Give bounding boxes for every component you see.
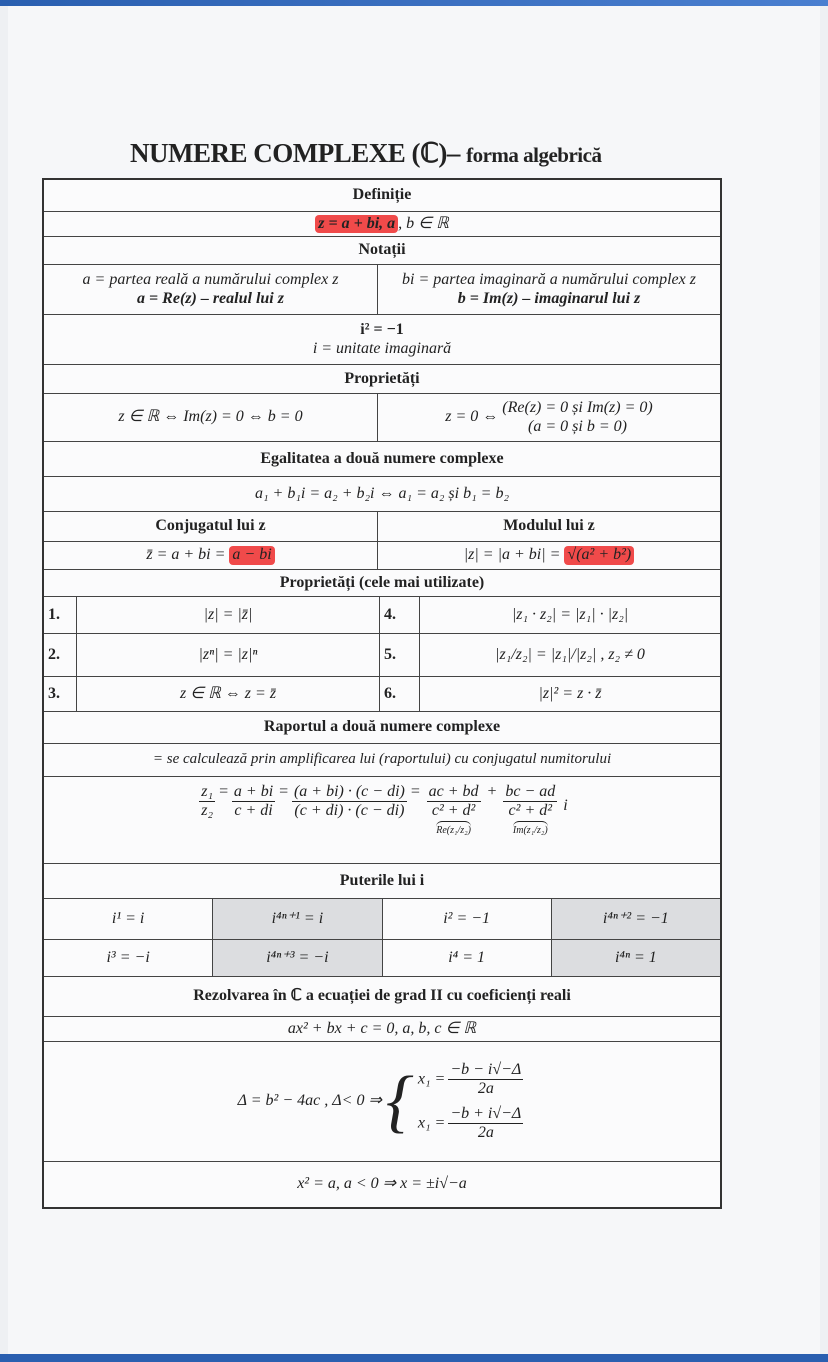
fraction [232,783,275,821]
denominator: 2a [477,1080,494,1098]
numerator: (a + bi) · (c − di) [292,783,407,802]
egalitate-formula: a₁ + b₁i = a₂ + b₂i ⇔ a₁ = a₂ și b₁ = b₂ [254,484,510,502]
highlight: a − bi [229,546,274,564]
modul-header: Modulul lui z [503,517,595,535]
item-number: 6. [380,677,420,711]
numerator: a + bi [232,783,275,802]
item-number: 4. [380,597,420,633]
title-main: NUMERE COMPLEXE (ℂ)– [130,138,460,168]
raport-header: Raportul a două numere complexe [263,718,501,736]
numerator: bc − ad [503,783,557,802]
prop-formula: |zⁿ| = |z|ⁿ [77,634,380,676]
formula-table [42,178,722,1209]
item-number: 5. [380,634,420,676]
denominator: (c + di) · (c − di) [294,802,405,820]
text: i = unitate imaginară [312,339,452,357]
prop-formula: |z|² = z · z̄ [538,684,602,702]
delta: Δ = b² − 4ac , Δ< 0 ⇒ [237,1092,382,1110]
item-number: 1. [44,597,77,633]
denominator: c² + d² [431,802,476,820]
text: i [563,797,568,814]
item-number: 2. [44,634,77,676]
numerator: −b + i√−Δ [448,1105,523,1124]
text: z = 0 ⇔ [445,408,499,426]
prop-util-header: Proprietăți (cele mai utilizate) [279,573,485,591]
conjugat-header: Conjugatul lui z [44,512,378,541]
ecuatie-last: x² = a, a < 0 ⇒ x = ±i√−a [297,1175,467,1193]
text: z̄ = a + bi = [146,546,226,564]
power-cell: i⁴ⁿ⁺¹ = i [213,899,382,939]
power-cell: i¹ = i [44,899,213,939]
item-number: 3. [44,677,77,711]
text: x₁ = [417,1114,446,1132]
formula-rest: , b ∈ ℝ [398,214,449,232]
denominator: z₂ [201,802,214,820]
numerator: ac + bd [427,783,481,802]
proprietati-header: Proprietăți [344,369,420,387]
notatii-header: Notații [358,241,406,259]
text: Puterile lui i [339,871,425,889]
real-part [424,783,484,836]
label: Im(z₁/z₂) [513,821,548,837]
ecuatie-header: Rezolvarea în ℂ a ecuației de grad II cu coeficienți reali [193,987,571,1005]
power-cell: i³ = −i [44,940,213,976]
power-cell: i⁴ = 1 [383,940,552,976]
highlight: z = a + bi, a [315,215,398,233]
bottom-edge [0,1354,828,1362]
ecuatie-solution [44,1042,720,1161]
text: i² = −1 [360,321,404,339]
puteri-header [44,864,720,898]
text: b = Im(z) – imaginarul lui z [457,289,641,307]
text: (Re(z) = 0 și Im(z) = 0) [502,399,653,417]
fraction [292,783,407,821]
numerator: z₁ [199,783,215,802]
text: (a = 0 și b = 0) [528,417,627,435]
numerator: −b − i√−Δ [448,1061,523,1080]
prop-left: z ∈ ℝ ⇔ Im(z) = 0 ⇔ b = 0 [44,394,378,441]
definitie-header: Definiție [352,186,412,204]
prop-formula: z ∈ ℝ ⇔ z = z̄ [77,677,380,711]
prop-formula: |z₁ · z₂| = |z₁| · |z₂| [511,605,629,623]
text: x₁ = [417,1070,446,1088]
denominator: c + di [234,802,273,820]
definitie-formula [44,212,720,236]
fraction [199,783,215,821]
unit-imag [44,315,720,364]
denominator: c² + d² [508,802,553,820]
prop-right [378,394,720,441]
text: bi = partea imaginară a numărului complex z [402,271,696,289]
title-sub: forma algebrică [466,143,602,167]
label: Re(z₁/z₂) [436,821,471,837]
brace: { [385,1062,414,1140]
power-cell: i⁴ⁿ⁺² = −1 [552,899,720,939]
power-cell: i⁴ⁿ⁺³ = −i [213,940,382,976]
text: a = partea reală a numărului complex z [82,271,339,289]
notatii-right [378,265,720,314]
modul-formula [378,542,720,569]
text: |z| = |a + bi| = [463,546,561,564]
prop-formula: |z| = |z̄| [77,597,380,633]
page-title [130,138,601,169]
prop-formula: |z₁/z₂| = |z₁|/|z₂| , z₂ ≠ 0 [495,645,645,663]
imag-part [500,783,560,836]
text: a = Re(z) – realul lui z [137,289,284,307]
conjugat-formula [44,542,378,569]
denominator: 2a [477,1123,494,1141]
raport-desc: = se calculează prin amplificarea lui (raportului) cu conjugatul numitorului [152,751,612,768]
power-cell: i⁴ⁿ = 1 [552,940,720,976]
power-cell: i² = −1 [383,899,552,939]
highlight: √(a² + b²) [564,546,634,564]
ecuatie-eq: ax² + bx + c = 0, a, b, c ∈ ℝ [287,1019,477,1037]
raport-formula: $\frac{\text{z₁}}{\text{z₂}}$ = $\frac{a + bi}{c + di}$ = $\frac{(a + bi) \cdot (c - di)}{(c + di) \cdot (c - di)}$ = $\frac{ac + bd}{\text{c² + d²}}$ Re(z₁/z₂) + $\frac{bc - ad}{\text{c² + d²}}$ Im(z₁/z₂) i [201,783,568,836]
egalitate-header: Egalitatea a două numere complexe [260,449,504,467]
notatii-left [44,265,378,314]
